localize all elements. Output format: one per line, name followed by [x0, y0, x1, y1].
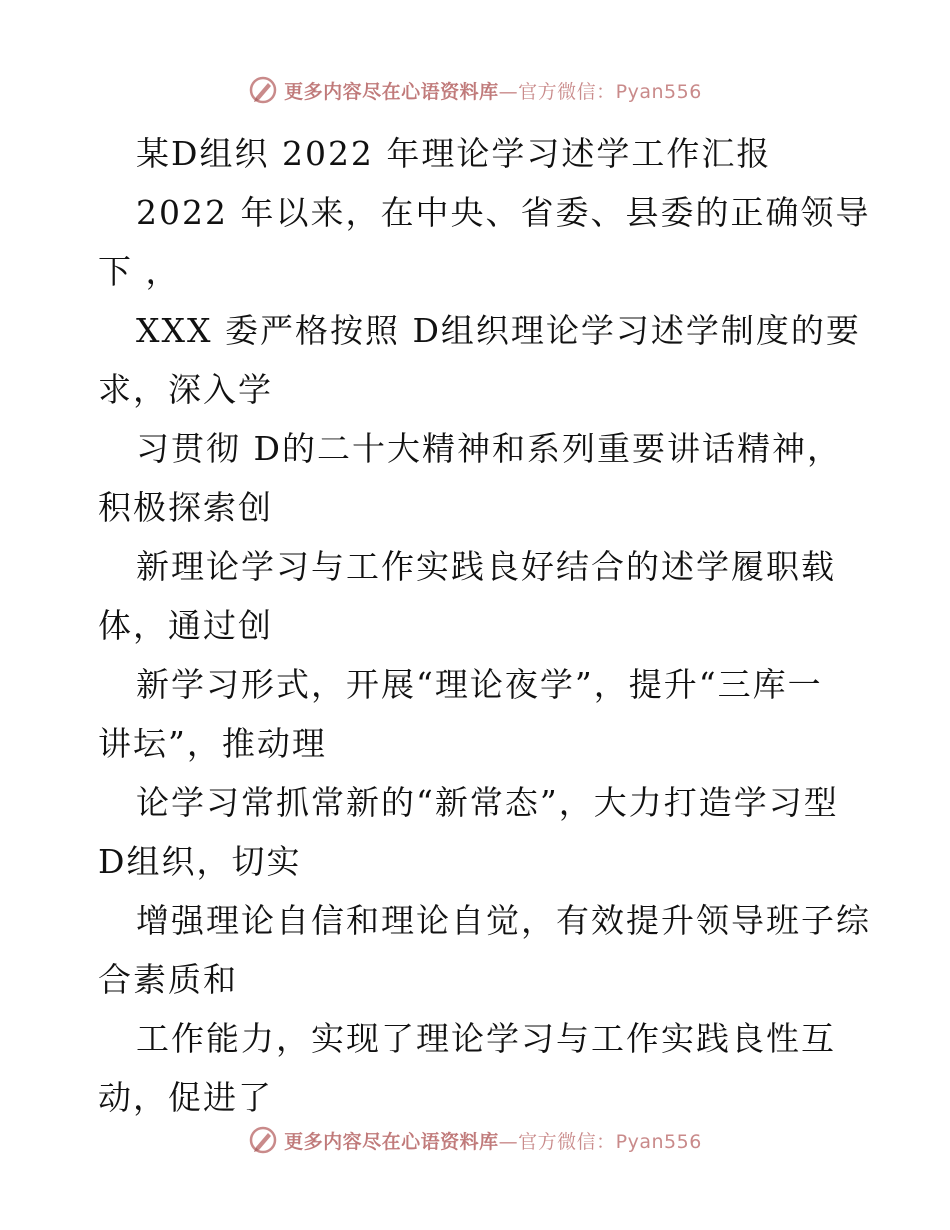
header-watermark	[0, 72, 950, 108]
paragraph-line: 下 ，	[98, 252, 181, 291]
paragraph-line: 新理论学习与工作实践良好结合的述学履职载	[136, 547, 836, 586]
document-title: 某D组织 2022 年理论学习述学工作汇报	[136, 134, 772, 173]
paragraph-line: 合素质和	[98, 960, 238, 999]
paragraph-line: 讲坛”，推动理	[98, 724, 327, 763]
paragraph-line: 积极探索创	[98, 488, 273, 527]
document-body	[98, 124, 871, 1127]
paragraph-line: 动，促进了	[98, 1078, 273, 1117]
paragraph-line: XXX 委严格按照 D组织理论学习述学制度的要	[136, 311, 861, 350]
pen-logo-icon	[248, 75, 278, 105]
paragraph-line: 习贯彻 D的二十大精神和系列重要讲话精神，	[136, 429, 842, 468]
paragraph-line: 2022 年以来，在中央、省委、县委的正确领导	[136, 193, 871, 232]
paragraph-line: 工作能力，实现了理论学习与工作实践良性互	[136, 1019, 836, 1058]
footer-watermark	[0, 1122, 950, 1158]
pen-logo-icon	[248, 1125, 278, 1155]
paragraph-line: 求，深入学	[98, 370, 273, 409]
watermark-text: 更多内容尽在心语资料库—官方微信：Pyan556	[284, 1130, 702, 1153]
paragraph-line: 增强理论自信和理论自觉，有效提升领导班子综	[136, 901, 871, 940]
paragraph-line: D组织，切实	[98, 842, 302, 881]
paragraph-line: 论学习常抓常新的“新常态”，大力打造学习型	[136, 783, 839, 822]
watermark-text: 更多内容尽在心语资料库—官方微信：Pyan556	[284, 80, 702, 103]
paragraph-line: 新学习形式，开展“理论夜学”，提升“三库一	[136, 665, 823, 704]
paragraph-line: 体，通过创	[98, 606, 273, 645]
